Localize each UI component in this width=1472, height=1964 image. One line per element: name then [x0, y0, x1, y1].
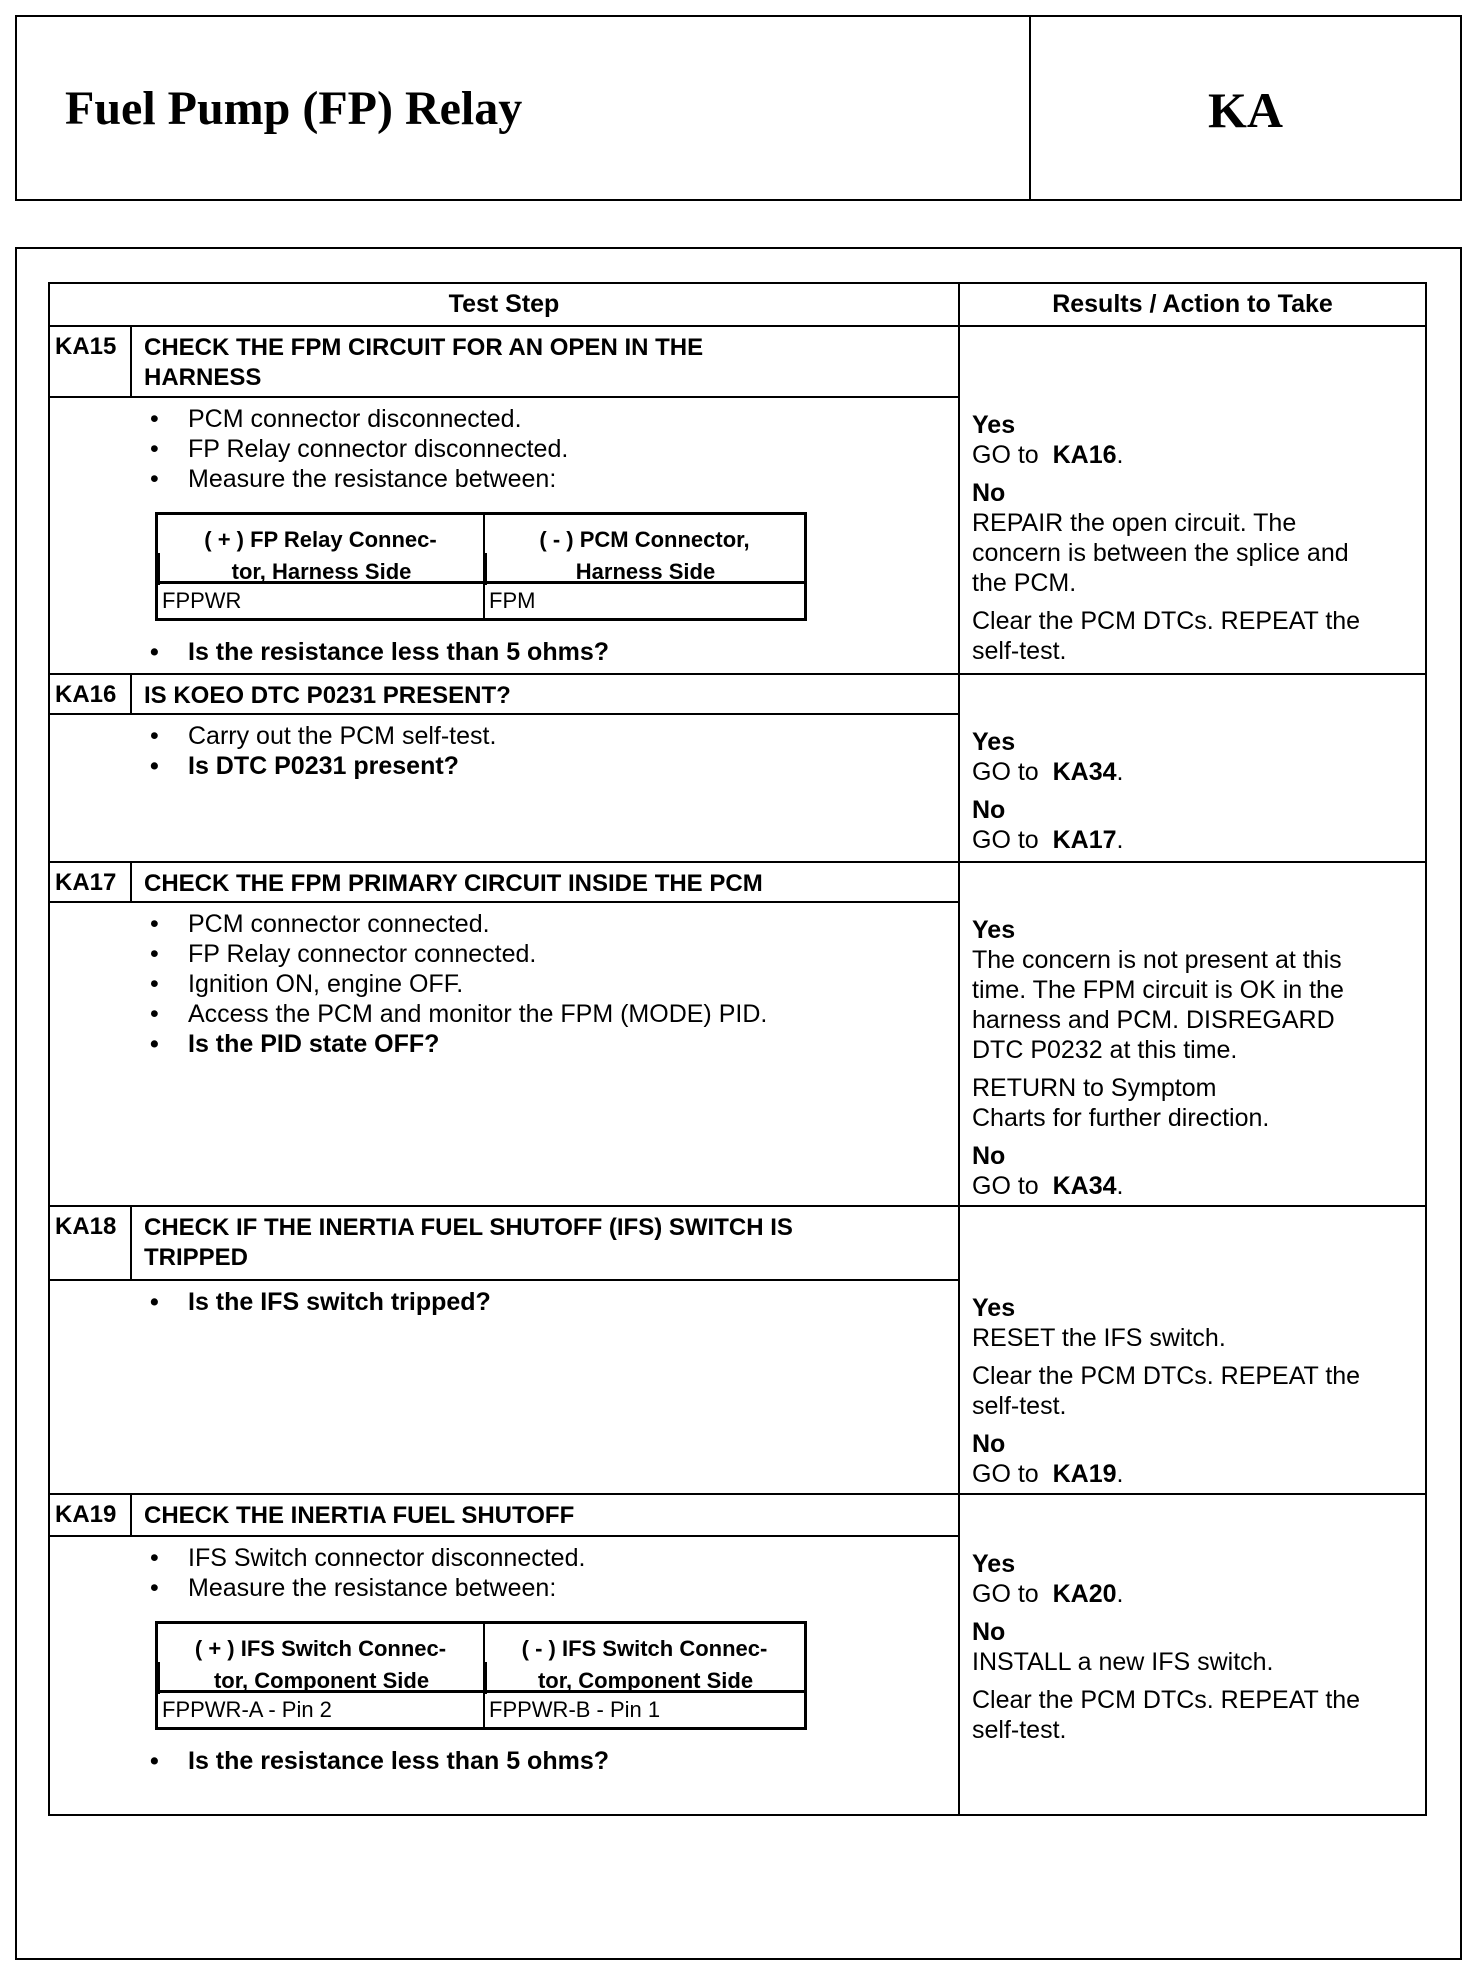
result-text: GO to — [972, 826, 1039, 854]
result-text: Clear the PCM DTCs. REPEAT the — [972, 607, 1361, 635]
diagnostic-table — [48, 282, 1427, 1816]
result-action — [972, 1073, 1425, 1133]
step-title-line: CHECK THE FPM PRIMARY CIRCUIT INSIDE THE PCM — [144, 870, 763, 897]
result-text: self-test. — [972, 1392, 1067, 1420]
test-step-column — [50, 1207, 958, 1493]
col-header-results: Results / Action to Take — [958, 284, 1425, 325]
result-action — [972, 1361, 1425, 1421]
result-text: GO to — [972, 758, 1039, 786]
result-action — [972, 1685, 1425, 1745]
step-question: • Is the resistance less than 5 ohms? — [50, 1746, 958, 1776]
pin-table-header-line: Harness Side — [485, 553, 804, 585]
result-text: self-test. — [972, 1716, 1067, 1744]
result-action — [972, 1323, 1425, 1353]
step-title-line: TRIPPED — [144, 1244, 249, 1271]
result-text: Clear the PCM DTCs. REPEAT the — [972, 1362, 1361, 1390]
test-step-column — [50, 327, 958, 673]
result-label: No — [972, 1430, 1006, 1458]
result-label: Yes — [972, 1550, 1016, 1578]
step-question: • Is the resistance less than 5 ohms? — [50, 637, 958, 667]
step-title-line: IS KOEO DTC P0231 PRESENT? — [144, 682, 511, 709]
result-action — [972, 945, 1425, 1065]
pin-table-col-header — [158, 515, 483, 584]
pin-table-col-header — [483, 515, 804, 584]
step-content — [50, 903, 958, 1059]
test-step-ka15 — [50, 327, 1425, 675]
pin-table-header-line: tor, Harness Side — [158, 553, 483, 585]
step-content — [50, 1537, 958, 1776]
page-title: Fuel Pump (FP) Relay — [65, 82, 523, 135]
result-yes — [972, 1293, 1425, 1421]
step-id: KA16 — [50, 675, 132, 713]
step-instruction: • FP Relay connector disconnected. — [50, 434, 958, 464]
result-action — [972, 606, 1425, 666]
step-id: KA15 — [50, 327, 132, 396]
result-text: RESET the IFS switch. — [972, 1324, 1226, 1352]
test-step-ka19 — [50, 1495, 1425, 1814]
pin-table-cell: FPPWR — [162, 588, 242, 613]
step-title-line: HARNESS — [144, 364, 262, 391]
step-question: • Is DTC P0231 present? — [50, 751, 958, 781]
result-no — [972, 478, 1425, 666]
step-title — [132, 675, 958, 713]
result-label: No — [972, 1618, 1006, 1646]
result-text: self-test. — [972, 637, 1067, 665]
pin-table-header — [158, 515, 804, 584]
test-step-column — [50, 863, 958, 1205]
result-text: time. The FPM circuit is OK in the — [972, 976, 1344, 1004]
step-instruction: • IFS Switch connector disconnected. — [50, 1543, 958, 1573]
result-text: the PCM. — [972, 569, 1077, 597]
step-question: • Is the IFS switch tripped? — [50, 1287, 958, 1317]
pin-table-cell: FPPWR-B - Pin 1 — [483, 1693, 804, 1727]
test-step-column — [50, 675, 958, 861]
step-title — [132, 863, 958, 901]
result-action: GO to KA16. — [972, 441, 1124, 469]
result-label: Yes — [972, 1294, 1016, 1322]
result-yes — [972, 410, 1425, 470]
pin-table-header — [158, 1624, 804, 1693]
step-title-line: CHECK THE FPM CIRCUIT FOR AN OPEN IN THE — [144, 334, 704, 361]
result-label: No — [972, 479, 1006, 507]
step-reference-link[interactable]: KA19 — [1052, 1460, 1117, 1488]
step-instruction: • PCM connector connected. — [50, 909, 958, 939]
result-text: The concern is not present at this — [972, 946, 1342, 974]
pin-table-header-line: ( - ) IFS Switch Connec- — [521, 1636, 768, 1661]
step-question: • Is the PID state OFF? — [50, 1029, 958, 1059]
step-title-row — [50, 675, 958, 715]
step-title-row — [50, 1495, 958, 1537]
result-no — [972, 1429, 1425, 1489]
pin-table-header-line: tor, Component Side — [158, 1662, 483, 1694]
pin-table-row — [158, 1693, 804, 1727]
test-step-ka18 — [50, 1207, 1425, 1495]
results-column — [958, 675, 1425, 861]
step-title — [132, 1495, 958, 1535]
pin-table-header-line: ( + ) IFS Switch Connec- — [194, 1636, 447, 1661]
pin-table-col-header — [158, 1624, 483, 1693]
step-title — [132, 327, 958, 396]
results-column — [958, 1495, 1425, 1814]
step-reference-link[interactable]: KA20 — [1052, 1580, 1117, 1608]
step-reference-link[interactable]: KA17 — [1052, 826, 1117, 854]
pin-table — [155, 512, 807, 621]
step-instruction: • FP Relay connector connected. — [50, 939, 958, 969]
result-yes — [972, 1549, 1425, 1609]
result-text: concern is between the splice and — [972, 539, 1349, 567]
step-content — [50, 398, 958, 667]
result-no — [972, 1141, 1425, 1201]
result-label: No — [972, 796, 1006, 824]
step-title-row — [50, 863, 958, 903]
results-column — [958, 327, 1425, 673]
page-header — [15, 15, 1462, 201]
results-column — [958, 863, 1425, 1205]
result-text: INSTALL a new IFS switch. — [972, 1648, 1274, 1676]
result-text: harness and PCM. DISREGARD — [972, 1006, 1335, 1034]
pin-table-cell: FPM — [483, 584, 804, 618]
result-no — [972, 795, 1425, 855]
result-label: No — [972, 1142, 1006, 1170]
result-no — [972, 1617, 1425, 1745]
result-text: RETURN to Symptom — [972, 1074, 1217, 1102]
test-step-ka17 — [50, 863, 1425, 1207]
pin-table — [155, 1621, 807, 1730]
result-yes — [972, 727, 1425, 787]
pin-table-col-header — [483, 1624, 804, 1693]
step-content — [50, 715, 958, 781]
step-instruction: • Measure the resistance between: — [50, 464, 958, 494]
result-text: Charts for further direction. — [972, 1104, 1270, 1132]
result-label: Yes — [972, 728, 1016, 756]
step-instruction: • Carry out the PCM self-test. — [50, 721, 958, 751]
result-label: Yes — [972, 916, 1016, 944]
results-column — [958, 1207, 1425, 1493]
pin-table-row — [158, 584, 804, 618]
result-action: GO to KA34. — [972, 758, 1124, 786]
pin-table-header-line: tor, Component Side — [485, 1662, 804, 1694]
step-content — [50, 1281, 958, 1317]
step-title — [132, 1207, 958, 1279]
step-reference-link[interactable]: KA34 — [1052, 1172, 1117, 1200]
step-id: KA19 — [50, 1495, 132, 1535]
result-action — [972, 1647, 1425, 1677]
section-code: KA — [1208, 82, 1283, 138]
pin-table-header-line: ( + ) FP Relay Connec- — [204, 527, 437, 552]
test-step-ka16 — [50, 675, 1425, 863]
result-yes — [972, 915, 1425, 1133]
result-action: GO to KA34. — [972, 1172, 1124, 1200]
result-text: REPAIR the open circuit. The — [972, 509, 1297, 537]
step-id: KA18 — [50, 1207, 132, 1279]
result-action: GO to KA20. — [972, 1580, 1124, 1608]
result-text: GO to — [972, 1580, 1039, 1608]
step-instruction: • Measure the resistance between: — [50, 1573, 958, 1603]
result-text: DTC P0232 at this time. — [972, 1036, 1238, 1064]
table-header — [50, 284, 1425, 327]
pin-table-header-line: ( - ) PCM Connector, — [539, 527, 750, 552]
step-reference-link[interactable]: KA34 — [1052, 758, 1117, 786]
pin-table-cell: FPPWR-A - Pin 2 — [162, 1697, 332, 1722]
result-label: Yes — [972, 411, 1016, 439]
result-text: GO to — [972, 441, 1039, 469]
col-header-test-step: Test Step — [448, 290, 560, 318]
step-instruction: • PCM connector disconnected. — [50, 404, 958, 434]
result-text: GO to — [972, 1172, 1039, 1200]
step-id: KA17 — [50, 863, 132, 901]
step-reference-link[interactable]: KA16 — [1052, 441, 1117, 469]
result-action — [972, 508, 1425, 598]
step-title-line: CHECK THE INERTIA FUEL SHUTOFF — [144, 1502, 575, 1529]
step-title-row — [50, 327, 958, 398]
step-title-row — [50, 1207, 958, 1281]
result-text: Clear the PCM DTCs. REPEAT the — [972, 1686, 1361, 1714]
result-text: GO to — [972, 1460, 1039, 1488]
step-instruction: • Access the PCM and monitor the FPM (MODE) PID. — [50, 999, 958, 1029]
result-action: GO to KA19. — [972, 1460, 1124, 1488]
step-instruction: • Ignition ON, engine OFF. — [50, 969, 958, 999]
step-title-line: CHECK IF THE INERTIA FUEL SHUTOFF (IFS) SWITCH IS — [144, 1214, 793, 1241]
test-step-column — [50, 1495, 958, 1814]
result-action: GO to KA17. — [972, 826, 1124, 854]
